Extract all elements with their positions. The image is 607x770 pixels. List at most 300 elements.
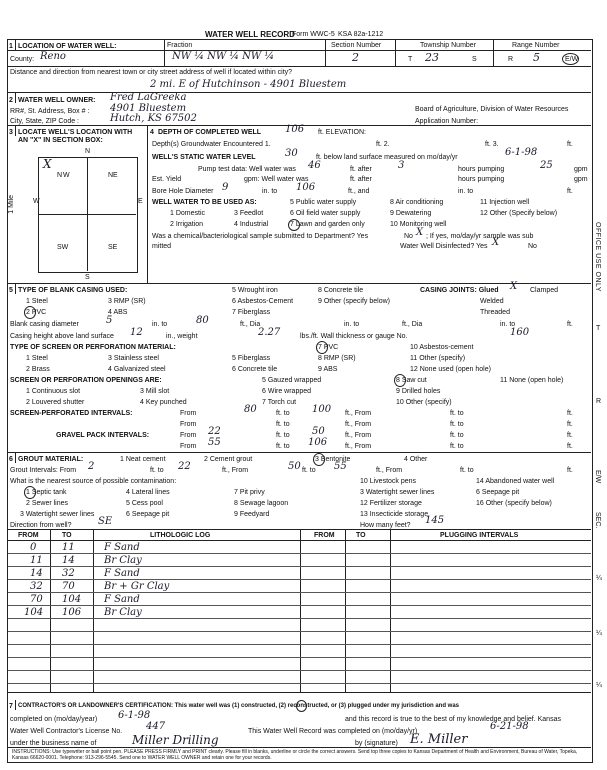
se-label: SE xyxy=(108,244,118,251)
grout-ft-from-2: ft., From xyxy=(376,467,403,474)
distance-label: Distance and direction from nearest town or city street address of well if located within city? xyxy=(10,69,293,76)
divider xyxy=(395,40,396,66)
log-row-to: 32 xyxy=(62,568,75,579)
section7-number: 7 xyxy=(9,703,13,710)
openings-other[interactable]: 10 Other (specify) xyxy=(396,399,452,406)
est-yield-text: gpm: Well water was xyxy=(244,176,309,183)
gravel-from-label: From xyxy=(180,432,197,439)
gravel-from-label-2: From xyxy=(180,443,197,450)
log-row-desc: F Sand xyxy=(104,542,140,553)
side-q1: ¼ xyxy=(596,575,602,582)
divider xyxy=(15,40,16,50)
divider xyxy=(8,283,591,284)
grout-to-2: 55 xyxy=(334,461,347,472)
pump-hours-value: 3 xyxy=(398,160,405,171)
gravel-to-2: 106 xyxy=(308,437,328,448)
ne-label: NE xyxy=(108,172,118,179)
blank-dia-label: Blank casing diameter xyxy=(10,321,79,328)
locate-heading-2: AN "X" IN SECTION BOX: xyxy=(18,137,103,144)
use-label: WELL WATER TO BE USED AS: xyxy=(152,199,257,206)
openings-none[interactable]: 11 None (open hole) xyxy=(500,377,564,384)
contam-abandoned[interactable]: 14 Abandoned water well xyxy=(476,478,555,485)
application-label: Application Number: xyxy=(415,118,479,125)
perf-ft-to: ft. to xyxy=(276,410,290,417)
contam-feedyard[interactable]: 9 Feedyard xyxy=(234,511,270,518)
log-col-lithologic: LITHOLOGIC LOG xyxy=(150,532,211,539)
owner-label: WATER WELL OWNER: xyxy=(18,97,96,104)
perf-ft-to-3: ft. to xyxy=(276,421,290,428)
use-domestic[interactable]: 1 Domestic xyxy=(170,210,206,217)
openings-drilled[interactable]: 9 Drilled holes xyxy=(396,388,441,395)
screen-concrete[interactable]: 6 Concrete tile xyxy=(232,366,278,373)
certification-label: CONTRACTOR'S OR LANDOWNER'S CERTIFICATION: This water well was (1) constructed, (2) reconstructed, or (3) plugged under my jurisdiction and was xyxy=(18,703,460,709)
blank-end: ft. xyxy=(567,321,573,328)
log-rule xyxy=(8,592,591,593)
static-level-value: 30 xyxy=(285,148,298,159)
pump-hours-label: hours pumping xyxy=(458,166,505,173)
est-gpm-unit: gpm xyxy=(574,176,588,183)
screen-steel[interactable]: 1 Steel xyxy=(26,355,48,362)
perf-to-value: 100 xyxy=(312,404,332,415)
height-value: 12 xyxy=(130,327,143,338)
depth-value: 106 xyxy=(285,124,305,135)
signature-label: by (signature) xyxy=(355,740,398,747)
pump-gpm-unit: gpm xyxy=(574,166,588,173)
openings-saw-cut[interactable]: 8 Saw cut xyxy=(396,377,427,384)
section6-number: 6 xyxy=(9,456,13,463)
blank-in-to-2: in. to xyxy=(344,321,360,328)
grout-ft-to-3: ft. to xyxy=(460,467,474,474)
casing-joints-label: CASING JOINTS: Glued xyxy=(420,287,499,294)
use-irrigation[interactable]: 2 Irrigation xyxy=(170,221,204,228)
perf-ft-to-2: ft. to xyxy=(450,410,464,417)
direction-value: SE xyxy=(98,516,113,527)
openings-gauzed[interactable]: 5 Gauzed wrapped xyxy=(262,377,322,384)
contam-fertilizer[interactable]: 12 Fertilizer storage xyxy=(360,500,422,507)
divider xyxy=(345,530,346,692)
depth-unit: ft. ELEVATION: xyxy=(318,129,366,136)
address-value: 4901 Bluestem xyxy=(110,103,187,114)
business-label: under the business name of xyxy=(10,740,97,747)
gravel-ft-to-4: ft. to xyxy=(450,443,464,450)
side-sec: SEC. xyxy=(594,512,601,529)
city-label: City, State, ZIP Code : xyxy=(10,118,79,125)
divider xyxy=(325,40,326,66)
log-row-to: 106 xyxy=(62,607,82,618)
nw-label: NW xyxy=(57,172,71,179)
static-level-date: 6-1-98 xyxy=(505,147,538,158)
clamped-label[interactable]: Clamped xyxy=(530,287,559,294)
groundwater-2: ft. 2. xyxy=(376,141,390,148)
board-label: Board of Agriculture, Division of Water Resources xyxy=(415,106,569,113)
contam-sewer[interactable]: 2 Sewer lines xyxy=(26,500,69,507)
grout-from-1: 2 xyxy=(88,461,95,472)
log-rule xyxy=(8,657,591,658)
business-value: Miller Drilling xyxy=(132,733,219,747)
perf-ft-end: ft. xyxy=(567,410,573,417)
contam-watertight[interactable]: 3 Watertight sewer lines xyxy=(20,511,95,518)
contamination-label: What is the nearest source of possible contamination: xyxy=(10,478,177,485)
locate-heading: LOCATE WELL'S LOCATION WITH xyxy=(18,129,133,136)
grout-ft-end: ft. xyxy=(567,467,573,474)
grout-bentonite-circle xyxy=(313,453,325,466)
log-row-desc: Br Clay xyxy=(104,607,142,618)
divider xyxy=(390,530,391,692)
divider xyxy=(93,530,94,692)
log-row-from: 0 xyxy=(30,542,37,553)
section4-number: 4 xyxy=(150,129,154,136)
log-col-from-2: FROM xyxy=(314,532,335,539)
log-rule xyxy=(8,605,591,606)
completed-value: 6-1-98 xyxy=(118,710,151,721)
log-row-from: 104 xyxy=(24,607,44,618)
range-east-circle xyxy=(562,53,579,65)
range-suffix: E/W xyxy=(565,56,579,63)
range-prefix: R xyxy=(508,56,514,63)
use-feedlot[interactable]: 3 Feedlot xyxy=(234,210,264,217)
grout-bentonite[interactable]: 3 Bentonite xyxy=(315,456,351,463)
pump-test-value: 46 xyxy=(308,160,321,171)
log-rule xyxy=(8,670,591,671)
chem-value: X xyxy=(416,227,424,238)
openings-mill[interactable]: 3 Mill slot xyxy=(140,388,170,395)
constructed-circle xyxy=(296,700,307,712)
log-row-to: 11 xyxy=(62,542,75,553)
side-t: T xyxy=(596,325,601,332)
blank-dia-2: ft., Dia xyxy=(240,321,261,328)
divider xyxy=(15,284,16,294)
divider xyxy=(15,700,16,710)
depth-label: DEPTH OF COMPLETED WELL xyxy=(158,129,262,136)
log-rule xyxy=(8,553,591,554)
west-label: W xyxy=(33,198,40,205)
bore-to-value: 106 xyxy=(296,182,316,193)
grout-neat[interactable]: 1 Neat cement xyxy=(120,456,166,463)
bore-to: in. to xyxy=(262,188,278,195)
log-col-from: FROM xyxy=(18,532,39,539)
log-row-to: 14 xyxy=(62,555,75,566)
bore-in-to: in. to xyxy=(458,188,474,195)
signature-value: E. Miller xyxy=(410,732,468,747)
openings-continuous[interactable]: 1 Continuous slot xyxy=(26,388,81,395)
chem-label: Was a chemical/bacteriological sample submitted to Department? Yes xyxy=(152,233,369,240)
location-x-mark: X xyxy=(43,157,52,171)
openings-wire[interactable]: 6 Wire wrapped xyxy=(262,388,312,395)
section3-number: 3 xyxy=(9,129,13,136)
perf-from-value: 80 xyxy=(244,404,257,415)
contam-insecticide[interactable]: 13 Insecticide storage xyxy=(360,511,429,518)
casing-rmp[interactable]: 3 RMP (SR) xyxy=(108,298,146,305)
casing-joints-value: X xyxy=(510,281,518,292)
ksa-reference: KSA 82a-1212 xyxy=(338,31,384,38)
casing-other[interactable]: 9 Other (specify below) xyxy=(318,298,390,305)
perf-from-label: From xyxy=(180,410,197,417)
divider xyxy=(15,126,16,136)
perf-ft-to-4: ft. to xyxy=(450,421,464,428)
use-industrial[interactable]: 4 Industrial xyxy=(234,221,269,228)
county-value: Reno xyxy=(40,51,66,62)
section-number-label: Section Number xyxy=(331,42,382,49)
grout-ft-to: ft. to xyxy=(150,467,164,474)
contam-septic[interactable]: 1 Septic tank xyxy=(26,489,67,496)
true-text: and this record is true to the best of my knowledge and belief. Kansas xyxy=(345,716,561,723)
openings-torch[interactable]: 7 Torch cut xyxy=(262,399,297,406)
blank-in-to: in. to xyxy=(152,321,168,328)
blank-in-to-3: in. to xyxy=(500,321,516,328)
casing-abs[interactable]: 4 ABS xyxy=(108,309,128,316)
log-rule xyxy=(8,618,591,619)
log-row-from: 32 xyxy=(30,581,43,592)
location-heading: LOCATION OF WATER WELL: xyxy=(18,43,117,50)
contam-pit-privy[interactable]: 7 Pit privy xyxy=(234,489,265,496)
distance-value: 2 mi. E of Hutchinson - 4901 Bluestem xyxy=(150,79,347,90)
divider xyxy=(493,40,494,66)
contam-cess[interactable]: 5 Cess pool xyxy=(126,500,163,507)
chem-tail: ; If yes, mo/day/yr sample was sub xyxy=(426,233,534,240)
gravel-ft-to-2: ft. to xyxy=(450,432,464,439)
contam-septic-circle xyxy=(24,486,36,499)
divider xyxy=(8,747,591,748)
log-row-to: 104 xyxy=(62,594,82,605)
gravel-ft-to: ft. to xyxy=(276,432,290,439)
log-col-plugging: PLUGGING INTERVALS xyxy=(440,532,519,539)
weight-unit: lbs./ft. Wall thickness or gauge No. xyxy=(300,333,408,340)
disinfected-label: Water Well Disinfected? Yes xyxy=(400,243,488,250)
section1-number: 1 xyxy=(9,43,13,50)
casing-type-label: TYPE OF BLANK CASING USED: xyxy=(18,287,128,294)
log-row-from: 11 xyxy=(30,555,43,566)
divider xyxy=(8,66,591,67)
log-rule xyxy=(8,631,591,632)
divider xyxy=(15,93,16,103)
divider xyxy=(50,530,51,692)
use-air-conditioning[interactable]: 8 Air conditioning xyxy=(390,199,444,206)
log-col-to: TO xyxy=(62,532,72,539)
blank-dia-3: ft., Dia xyxy=(402,321,423,328)
side-q3: ¼ xyxy=(596,682,602,689)
height-weight: in., weight xyxy=(166,333,198,340)
fraction-label: Fraction xyxy=(167,42,193,49)
screen-brass[interactable]: 2 Brass xyxy=(26,366,50,373)
screen-none[interactable]: 12 None used (open hole) xyxy=(410,366,491,373)
perf-from-label-2: From xyxy=(180,421,197,428)
gravel-from-2: 55 xyxy=(208,437,221,448)
feet-value: 145 xyxy=(425,515,445,526)
openings-louvered[interactable]: 2 Louvered shutter xyxy=(26,399,85,406)
perf-intervals-label: SCREEN-PERFORATED INTERVALS: xyxy=(10,410,133,417)
city-value: Hutch, KS 67502 xyxy=(110,113,197,124)
fraction-value: NW ¼ NW ¼ NW ¼ xyxy=(172,51,275,62)
static-level-text: ft. below land surface measured on mo/day/yr xyxy=(316,154,458,161)
threaded-label[interactable]: Threaded xyxy=(480,309,510,316)
contam-other[interactable]: 16 Other (specify below) xyxy=(476,500,552,507)
divider xyxy=(15,453,16,463)
gauge-value: 160 xyxy=(510,327,530,338)
bore-label: Bore Hole Diameter xyxy=(152,188,214,195)
use-public[interactable]: 5 Public water supply xyxy=(290,199,357,206)
form-number: Form WWC-5 xyxy=(292,31,335,38)
instructions: INSTRUCTIONS: Use typewriter or ball point pen. PLEASE PRESS FIRMLY and PRINT clearly. Please fill in blanks, underline or circle the correct answers. Send top three copies to Kansas Department of Health and Environment, Bureau of Water, Topeka, Kansas 66620-0001. Telephone: 913-296-5545. Send one to WATER WELL OWNER and retain one for your records. xyxy=(12,749,578,762)
divider xyxy=(8,452,591,453)
county-label: County: xyxy=(10,56,35,63)
screen-other[interactable]: 11 Other (specify) xyxy=(410,355,466,362)
screen-asbestos[interactable]: 10 Asbestos-cement xyxy=(410,344,474,351)
record-date: 6-21-98 xyxy=(490,721,529,732)
weight-value: 2.27 xyxy=(258,327,281,338)
gravel-ft-end: ft. xyxy=(567,432,573,439)
screen-galvanized[interactable]: 4 Galvanized steel xyxy=(108,366,166,373)
use-lawn-garden[interactable]: 7 Lawn and garden only xyxy=(290,221,365,228)
screen-stainless[interactable]: 3 Stainless steel xyxy=(108,355,159,362)
section-grid[interactable] xyxy=(38,157,138,273)
license-label: Water Well Contractor's License No. xyxy=(10,728,123,735)
log-rule xyxy=(8,644,591,645)
chem-mitted: mitted xyxy=(152,243,172,250)
use-monitoring[interactable]: 10 Monitoring well xyxy=(390,221,447,228)
contam-fuel[interactable]: 3 Watertight sewer lines xyxy=(360,489,435,496)
use-dewatering[interactable]: 9 Dewatering xyxy=(390,210,432,217)
bore-end: ft. xyxy=(567,188,573,195)
groundwater-3: ft. 3. xyxy=(485,141,499,148)
grout-to-1: 22 xyxy=(178,461,191,472)
gravel-ft-end-2: ft. xyxy=(567,443,573,450)
screen-abs[interactable]: 9 ABS xyxy=(318,366,338,373)
township-label: Township Number xyxy=(420,42,477,49)
casing-pvc[interactable]: 2 PVC xyxy=(26,309,47,316)
gravel-intervals-label: GRAVEL PACK INTERVALS: xyxy=(56,432,150,439)
contam-livestock[interactable]: 10 Livestock pens xyxy=(360,478,417,485)
gravel-ft-from: ft., From xyxy=(345,432,372,439)
address-label: RR#, St. Address, Box # : xyxy=(10,108,90,115)
side-q2: ¼ xyxy=(596,630,602,637)
completed-label: completed on (mo/day/year) xyxy=(10,716,98,723)
use-lawn-circle xyxy=(288,219,300,231)
gravel-ft-to-3: ft. to xyxy=(276,443,290,450)
section-number-value: 2 xyxy=(352,51,359,64)
log-rule xyxy=(8,683,591,684)
est-hours: hours pumping xyxy=(458,176,505,183)
openings-key[interactable]: 4 Key punched xyxy=(140,399,187,406)
south-label: S xyxy=(85,274,90,281)
contam-lateral[interactable]: 4 Lateral lines xyxy=(126,489,170,496)
contam-lagoon[interactable]: 8 Sewage lagoon xyxy=(234,500,289,507)
range-value: 5 xyxy=(533,51,540,64)
use-other[interactable]: 12 Other (Specify below) xyxy=(480,210,558,217)
screen-pvc[interactable]: 7 PVC xyxy=(318,344,339,351)
grout-from-2: 50 xyxy=(288,461,301,472)
record-text: This Water Well Record was completed on (mo/day/yr) xyxy=(248,728,418,735)
direction-label: Direction from well? xyxy=(10,522,72,529)
grout-ft-from: ft., From xyxy=(222,467,249,474)
casing-wrought-iron[interactable]: 5 Wrought iron xyxy=(232,287,278,294)
screen-type-label: TYPE OF SCREEN OR PERFORATION MATERIAL: xyxy=(10,344,176,351)
disinfected-no: No xyxy=(528,243,537,250)
section5-number: 5 xyxy=(9,287,13,294)
section2-number: 2 xyxy=(9,97,13,104)
screen-pvc-circle xyxy=(316,341,328,354)
township-suffix: S xyxy=(472,56,477,63)
divider xyxy=(147,126,148,283)
log-row-from: 70 xyxy=(30,594,43,605)
perf-ft-end-2: ft. xyxy=(567,421,573,428)
groundwater-label: Depth(s) Groundwater Encountered 1. xyxy=(152,141,271,148)
log-rule xyxy=(8,579,591,580)
static-level-label: WELL'S STATIC WATER LEVEL xyxy=(152,154,256,161)
mile-label: 1 Mile xyxy=(8,195,15,214)
license-value: 447 xyxy=(146,721,166,732)
openings-label: SCREEN OR PERFORATION OPENINGS ARE: xyxy=(10,377,162,384)
grout-intervals-label: Grout Intervals: From xyxy=(10,467,77,474)
bore-value: 9 xyxy=(222,182,229,193)
office-use-label: OFFICE USE ONLY xyxy=(594,222,601,292)
gravel-to-1: 50 xyxy=(312,426,325,437)
grout-other[interactable]: 4 Other xyxy=(404,456,428,463)
use-injection[interactable]: 11 Injection well xyxy=(480,199,530,206)
divider xyxy=(8,692,591,693)
casing-steel[interactable]: 1 Steel xyxy=(26,298,48,305)
range-label: Range Number xyxy=(512,42,560,49)
est-after: ft. after xyxy=(350,176,372,183)
divider xyxy=(8,92,591,93)
log-row-desc: F Sand xyxy=(104,594,140,605)
blank-dia-value: 5 xyxy=(106,315,113,326)
casing-pvc-circle xyxy=(24,306,36,319)
openings-saw-circle xyxy=(394,374,406,387)
screen-rmp[interactable]: 8 RMP (SR) xyxy=(318,355,356,362)
disinfected-value: X xyxy=(492,237,500,248)
sw-label: SW xyxy=(57,244,69,251)
bore-and: ft., and xyxy=(348,188,370,195)
side-r: R xyxy=(596,398,602,405)
casing-concrete-tile[interactable]: 8 Concrete tile xyxy=(318,287,364,294)
pump-after: ft. after xyxy=(350,166,372,173)
est-yield-label: Est. Yield xyxy=(152,176,182,183)
casing-asbestos[interactable]: 6 Asbestos-Cement xyxy=(232,298,294,305)
east-label: E xyxy=(138,198,143,205)
groundwater-end: ft. xyxy=(567,141,573,148)
log-rule xyxy=(8,566,591,567)
grout-cement[interactable]: 2 Cement grout xyxy=(204,456,253,463)
divider xyxy=(300,530,301,692)
welded-label[interactable]: Welded xyxy=(480,298,504,305)
divider xyxy=(8,50,591,51)
log-row-desc: Br + Gr Clay xyxy=(104,581,170,592)
grout-label: GROUT MATERIAL: xyxy=(18,456,84,463)
contam-oil-gas[interactable]: 6 Seepage pit xyxy=(476,489,520,496)
gravel-ft-from-2: ft., From xyxy=(345,443,372,450)
blank-to-value: 80 xyxy=(196,315,209,326)
log-row-desc: Br Clay xyxy=(104,555,142,566)
log-row-desc: F Sand xyxy=(104,568,140,579)
perf-ft-from-2: ft., From xyxy=(345,421,372,428)
use-oil-field[interactable]: 6 Oil field water supply xyxy=(290,210,361,217)
gravel-from-1: 22 xyxy=(208,426,221,437)
log-col-to-2: TO xyxy=(356,532,366,539)
log-row-from: 14 xyxy=(30,568,43,579)
chem-no: No xyxy=(404,233,413,240)
owner-value: Fred LaGreeka xyxy=(110,92,187,103)
screen-fiberglass[interactable]: 5 Fiberglass xyxy=(232,355,271,362)
township-prefix: T xyxy=(408,56,413,63)
grid-horizontal xyxy=(38,214,136,215)
contam-seepage[interactable]: 6 Seepage pit xyxy=(126,511,170,518)
casing-fiberglass[interactable]: 7 Fiberglass xyxy=(232,309,271,316)
north-label: N xyxy=(85,148,91,155)
pump-test-label: Pump test data: Well water was xyxy=(198,166,296,173)
side-ew: E/W xyxy=(594,470,601,484)
log-row-to: 70 xyxy=(62,581,75,592)
township-value: 23 xyxy=(425,51,439,64)
